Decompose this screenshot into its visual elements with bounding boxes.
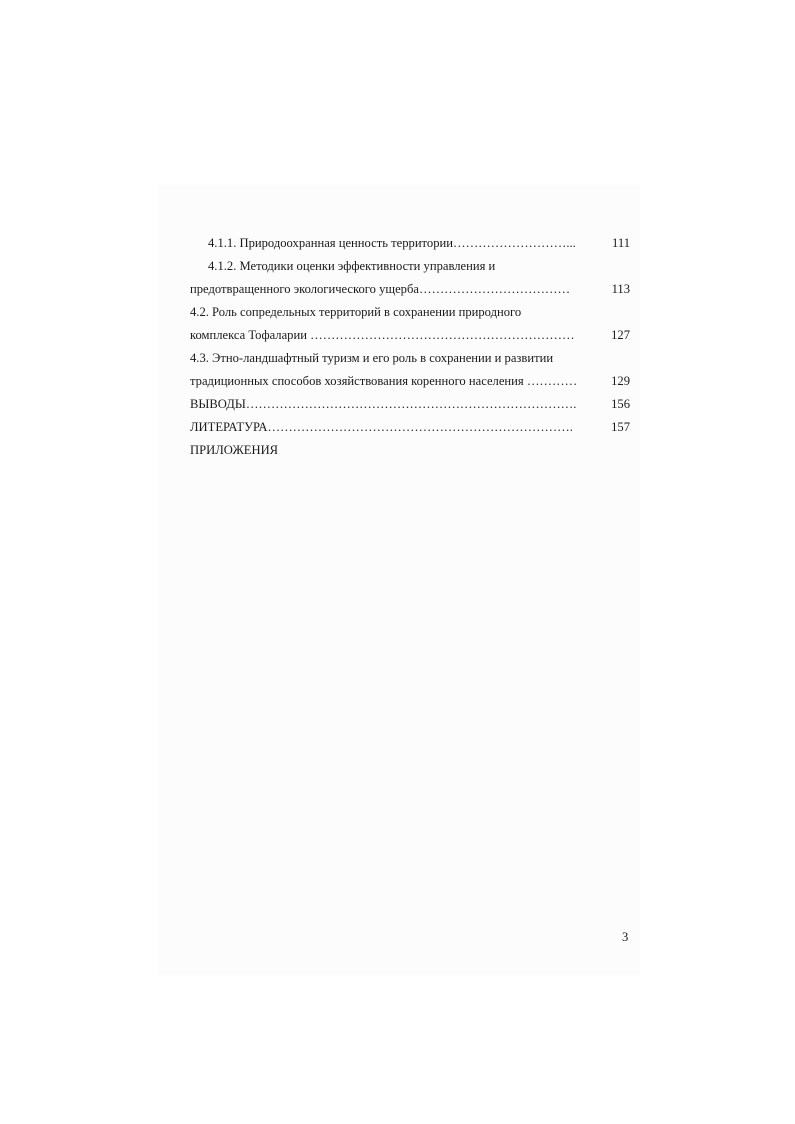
toc-entry-appendices (190, 439, 630, 462)
toc-entry-4-1-1 (190, 232, 630, 255)
toc-entry-4-2-cont (190, 324, 630, 347)
toc-entry-page: 157 (611, 420, 630, 434)
toc-entry-title: ЛИТЕРАТУРА………………………………………………………………. (190, 420, 573, 434)
toc-entry-title: ВЫВОДЫ……………………………………………………………………. (190, 397, 577, 411)
toc-entry-title: традиционных способов хозяйствования коренного населения ………… (190, 374, 578, 388)
table-of-contents (190, 232, 630, 462)
toc-entry-page: 111 (612, 236, 630, 250)
toc-entry-4-2 (190, 301, 630, 324)
toc-entry-title: 4.1.2. Методики оценки эффективности управления и (208, 259, 496, 273)
toc-entry-title: предотвращенного экологического ущерба……………………………… (190, 282, 571, 296)
toc-entry-page: 156 (611, 397, 630, 411)
toc-entry-page: 127 (611, 328, 630, 342)
toc-entry-4-3-cont (190, 370, 630, 393)
toc-entry-4-1-2-cont (190, 278, 630, 301)
toc-entry-title: 4.2. Роль сопредельных территорий в сохранении природного (190, 305, 522, 319)
toc-entry-page: 113 (611, 282, 630, 296)
toc-entry-conclusions (190, 393, 630, 416)
toc-entry-4-3 (190, 347, 630, 370)
toc-entry-title: комплекса Тофаларии ……………………………………………………… (190, 328, 575, 342)
toc-entry-4-1-2 (190, 255, 630, 278)
toc-entry-title: 4.1.1. Природоохранная ценность территории………………………... (208, 236, 576, 250)
page-number: 3 (622, 930, 629, 944)
toc-entry-title: ПРИЛОЖЕНИЯ (190, 443, 279, 457)
toc-entry-literature (190, 416, 630, 439)
toc-entry-page: 129 (611, 374, 630, 388)
toc-entry-title: 4.3. Этно-ландшафтный туризм и его роль в сохранении и развитии (190, 351, 554, 365)
